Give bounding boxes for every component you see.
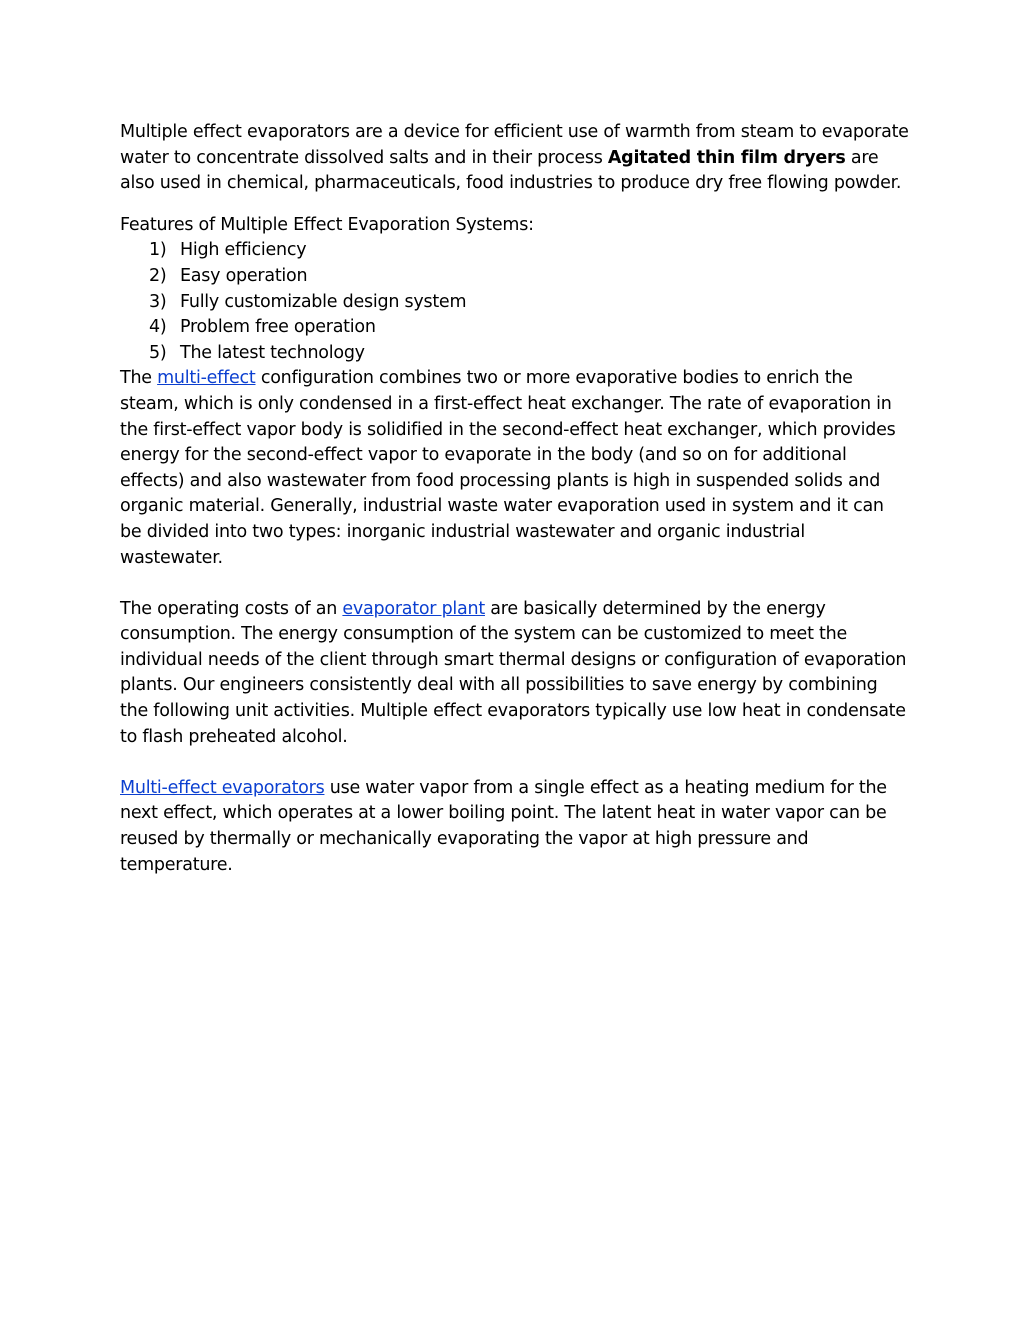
list-item-number: 4) xyxy=(149,317,167,338)
list-item xyxy=(120,264,910,290)
water-vapor-paragraph xyxy=(120,776,910,878)
multi-effect-paragraph xyxy=(120,366,910,571)
intro-text-after: are also used in chemical, pharmaceuticals, food industries to produce dry free flowing powder. xyxy=(120,147,902,194)
intro-text-before: Multiple effect evaporators are a device for efficient use of warmth from steam to evaporate water to concentrate dissolved salts and in their process xyxy=(120,122,909,168)
list-item-number: 1) xyxy=(149,240,167,261)
list-item xyxy=(120,290,910,316)
list-item-label: Easy operation xyxy=(180,265,308,286)
intro-paragraph xyxy=(120,120,910,197)
multi-effect-link[interactable]: multi-effect xyxy=(157,368,256,389)
list-item-number: 3) xyxy=(149,291,167,312)
water-vapor-text-after: use water vapor from a single effect as a heating medium for the next effect, which operates at a lower boiling point. The latent heat in water vapor can be reused by thermally or mechanically evaporating the vapor at high pressure and temperature. xyxy=(120,777,887,875)
operating-costs-paragraph xyxy=(120,597,910,751)
features-list xyxy=(120,238,910,366)
list-item-number: 5) xyxy=(149,342,167,363)
features-heading: Features of Multiple Effect Evaporation Systems: xyxy=(120,214,534,235)
operating-costs-text-before: The operating costs of an xyxy=(120,598,343,619)
list-item-label: Fully customizable design system xyxy=(180,291,467,312)
evaporator-plant-link[interactable]: evaporator plant xyxy=(342,598,485,619)
document-page xyxy=(120,120,910,878)
multi-effect-text-after: configuration combines two or more evaporative bodies to enrich the steam, which is only condensed in a first-effect heat exchanger. The rate of evaporation in the first-effect vapor body is solidified in the second-effect heat exchanger, which provides energy for the second-effect vapor to evaporate in the body (and so on for additional effects) and also wastewater from food processing plants is high in suspended solids and organic material. Generally, industrial waste water evaporation used in system and it can be divided into two types: inorganic industrial wastewater and organic industrial wastewater. xyxy=(120,368,896,568)
list-item-label: Problem free operation xyxy=(180,317,376,338)
operating-costs-text-after: are basically determined by the energy consumption. The energy consumption of the system can be customized to meet the individual needs of the client through smart thermal designs or configuration of evaporation plants. Our engineers consistently deal with all possibilities to save energy by combining the following unit activities. Multiple effect evaporators typically use low heat in condensate to flash preheated alcohol. xyxy=(120,598,907,747)
intro-bold-term: Agitated thin film dryers xyxy=(607,147,846,168)
list-item xyxy=(120,238,910,264)
multi-effect-text-before: The xyxy=(120,368,158,389)
list-item xyxy=(120,315,910,341)
list-item-number: 2) xyxy=(149,265,167,286)
list-item-label: The latest technology xyxy=(180,342,365,363)
list-item-label: High efficiency xyxy=(180,240,307,261)
multi-effect-evaporators-link[interactable]: Multi-effect evaporators xyxy=(120,777,325,798)
list-item xyxy=(120,341,910,367)
